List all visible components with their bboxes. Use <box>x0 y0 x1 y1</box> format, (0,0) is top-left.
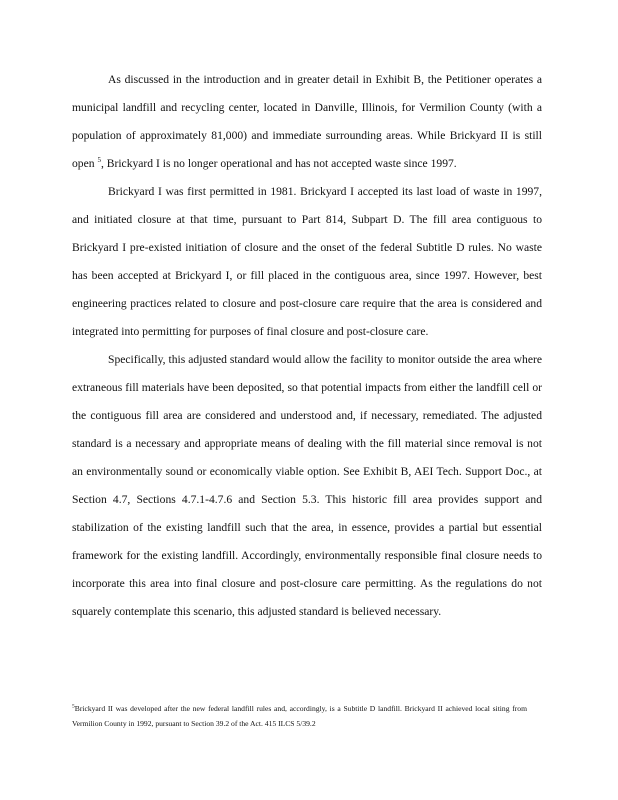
footnote <box>72 701 527 731</box>
footnote-text: Brickyard II was developed after the new federal landfill rules and, accordingly, is a Subtitle D landfill. Brickyard II achieved local siting from Vermilion County in 1992, pursuant to Section 39.2 of the Act. 415 ILCS 5/39.2 <box>72 704 527 728</box>
paragraph-1 <box>72 66 542 178</box>
paragraph-1-text: As discussed in the introduction and in greater detail in Exhibit B, the Petitioner operates a municipal landfill and recycling center, located in Danville, Illinois, for Vermilion County (with a population of approximately 81,000) and immediate surrounding areas. While Brickyard II is still open <box>72 73 542 170</box>
document-body <box>72 66 542 626</box>
footnote-reference: 5 <box>97 156 101 165</box>
paragraph-2: Brickyard I was first permitted in 1981. Brickyard I accepted its last load of waste in 1997, and initiated closure at that time, pursuant to Part 814, Subpart D. The fill area contiguous to Brickyard I pre-existed initiation of closure and the onset of the federal Subtitle D rules. No waste has been accepted at Brickyard I, or fill placed in the contiguous area, since 1997. However, best engineering practices related to closure and post-closure care require that the area is considered and integrated into permitting for purposes of final closure and post-closure care. <box>72 185 542 338</box>
paragraph-1-continuation: , Brickyard I is no longer operational and has not accepted waste since 1997. <box>100 157 457 170</box>
paragraph-3: Specifically, this adjusted standard would allow the facility to monitor outside the area where extraneous fill materials have been deposited, so that potential impacts from either the landfill cell or the contiguous fill area are considered and understood and, if necessary, remediated. The adjusted standard is a necessary and appropriate means of dealing with the fill material since removal is not an environmentally sound or economically viable option. See Exhibit B, AEI Tech. Support Doc., at Section 4.7, Sections 4.7.1-4.7.6 and Section 5.3. This historic fill area provides support and stabilization of the existing landfill such that the area, in essence, provides a partial but essential framework for the existing landfill. Accordingly, environmentally responsible final closure needs to incorporate this area into final closure and post-closure care permitting. As the regulations do not squarely contemplate this scenario, this adjusted standard is believed necessary. <box>72 353 542 618</box>
footnote-mark: 5 <box>72 703 75 710</box>
